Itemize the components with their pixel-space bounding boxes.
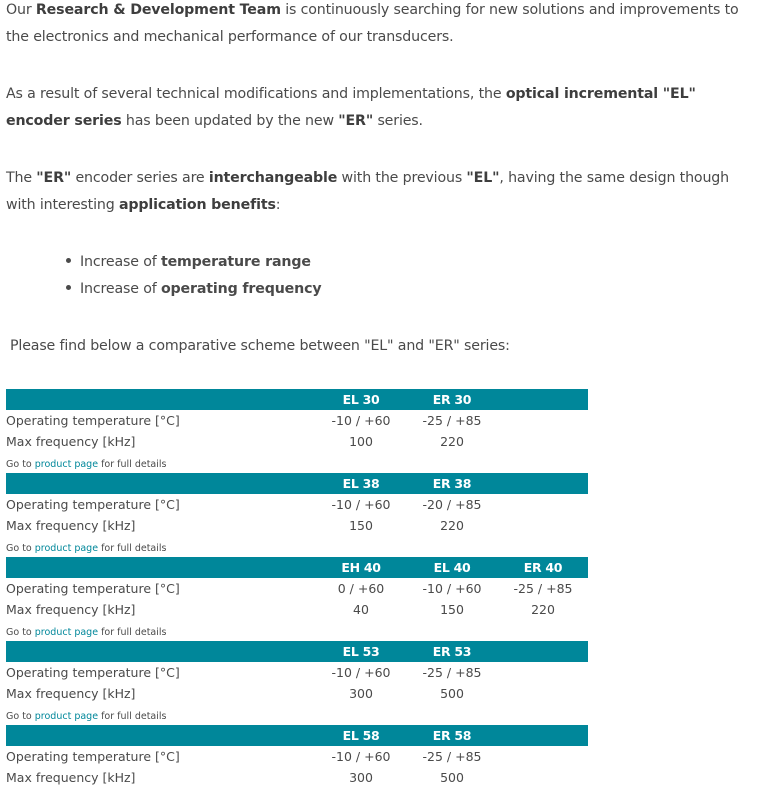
text: The [6, 170, 37, 186]
cell-value: 220 [440, 434, 464, 449]
table-footer [6, 452, 588, 473]
row-label: Operating temperature [°C] [6, 665, 180, 680]
paragraph-rd-team [6, 0, 758, 51]
row-label: Max frequency [kHz] [6, 770, 136, 785]
model-name: EH 40 [341, 560, 381, 575]
table-footer [6, 620, 588, 641]
cell-value: -10 / +60 [331, 497, 391, 512]
comparison-table-30 [6, 389, 588, 473]
text: Go to [6, 543, 35, 554]
table-row [6, 410, 588, 431]
bold-text: optical incremental "EL" encoder series [6, 86, 696, 129]
text: has been updated by the new [121, 113, 339, 129]
bold-text: "ER" [338, 113, 374, 129]
cell-value: 300 [349, 686, 373, 701]
table-row [6, 431, 588, 452]
table-row [6, 599, 588, 620]
comparison-table-53 [6, 641, 588, 725]
text: for full details [98, 459, 167, 470]
paragraph-interchangeable [6, 165, 758, 219]
cell-value: -10 / +60 [331, 413, 391, 428]
cell-value: -25 / +85 [422, 749, 482, 764]
text: for full details [98, 543, 167, 554]
cell-value: -20 / +85 [422, 497, 482, 512]
bold-text: application benefits [118, 197, 276, 213]
cell-value: -10 / +60 [331, 749, 391, 764]
cell-value: 500 [440, 770, 464, 785]
cell-value: 220 [531, 602, 555, 617]
table-header [6, 389, 588, 410]
text: for full details [98, 627, 167, 638]
text: Go to [6, 627, 35, 638]
text: Go to [6, 459, 35, 470]
table-row [6, 683, 588, 704]
cell-value: -25 / +85 [422, 665, 482, 680]
cell-value: -10 / +60 [331, 665, 391, 680]
cell-value: 100 [349, 434, 373, 449]
text: : [275, 197, 281, 213]
model-name: EL 30 [342, 392, 380, 407]
row-label: Operating temperature [°C] [6, 581, 180, 596]
text: with the previous [337, 170, 467, 186]
row-label: Max frequency [kHz] [6, 686, 136, 701]
table-header [6, 473, 588, 494]
table-header [6, 557, 588, 578]
cell-value: 0 / +60 [337, 581, 385, 596]
table-footer [6, 704, 588, 725]
bold-text: Research & Development Team [35, 2, 281, 18]
cell-value: -25 / +85 [422, 413, 482, 428]
model-name: ER 40 [523, 560, 563, 575]
table-row [6, 578, 588, 599]
product-page-link[interactable]: product page [34, 543, 99, 554]
text: Our [6, 2, 36, 18]
text: Increase of [80, 254, 161, 270]
model-name: ER 53 [432, 644, 472, 659]
table-row [6, 515, 588, 536]
paragraph-updates [6, 81, 758, 135]
bullet-icon [66, 258, 71, 263]
cell-value: 40 [353, 602, 369, 617]
cell-value: 150 [440, 602, 464, 617]
table-row [6, 662, 588, 683]
list-item [66, 249, 321, 276]
product-page-link[interactable]: product page [34, 459, 99, 470]
model-name: EL 40 [433, 560, 471, 575]
model-name: EL 53 [342, 644, 380, 659]
model-name: ER 38 [432, 476, 472, 491]
row-label: Max frequency [kHz] [6, 602, 136, 617]
text: , having the same design though with interesting [6, 170, 729, 213]
table-row [6, 746, 588, 767]
comparison-table-38 [6, 473, 588, 557]
benefits-list [66, 249, 321, 303]
model-name: EL 58 [342, 728, 380, 743]
text: for full details [98, 711, 167, 722]
row-label: Max frequency [kHz] [6, 434, 136, 449]
bold-text: operating frequency [160, 281, 322, 297]
row-label: Operating temperature [°C] [6, 413, 180, 428]
text: series. [373, 113, 423, 129]
cell-value: 500 [440, 686, 464, 701]
cell-value: -10 / +60 [422, 581, 482, 596]
bullet-icon [66, 285, 71, 290]
table-row [6, 767, 588, 788]
product-page-link[interactable]: product page [34, 711, 99, 722]
table-row [6, 494, 588, 515]
model-name: EL 38 [342, 476, 380, 491]
bold-text: "EL" [466, 170, 500, 186]
comparison-intro: Please find below a comparative scheme between "EL" and "ER" series: [10, 338, 510, 354]
row-label: Operating temperature [°C] [6, 497, 180, 512]
bold-text: interchangeable [208, 170, 338, 186]
cell-value: 220 [440, 518, 464, 533]
product-page-link[interactable]: product page [34, 627, 99, 638]
comparison-table-40 [6, 557, 588, 641]
table-header [6, 725, 588, 746]
text: is continuously searching for new solutions and improvements to the electronics and mechanical performance of our transducers. [6, 2, 739, 45]
list-item [66, 276, 321, 303]
text: As a result of several technical modifications and implementations, the [6, 86, 506, 102]
model-name: ER 58 [432, 728, 472, 743]
row-label: Max frequency [kHz] [6, 518, 136, 533]
row-label: Operating temperature [°C] [6, 749, 180, 764]
bold-text: "ER" [36, 170, 72, 186]
cell-value: 150 [349, 518, 373, 533]
cell-value: -25 / +85 [513, 581, 573, 596]
table-footer [6, 536, 588, 557]
text: Go to [6, 711, 35, 722]
bold-text: temperature range [160, 254, 311, 270]
model-name: ER 30 [432, 392, 472, 407]
cell-value: 300 [349, 770, 373, 785]
text: encoder series are [71, 170, 209, 186]
table-header [6, 641, 588, 662]
comparison-table-58 [6, 725, 588, 788]
text: Increase of [80, 281, 161, 297]
